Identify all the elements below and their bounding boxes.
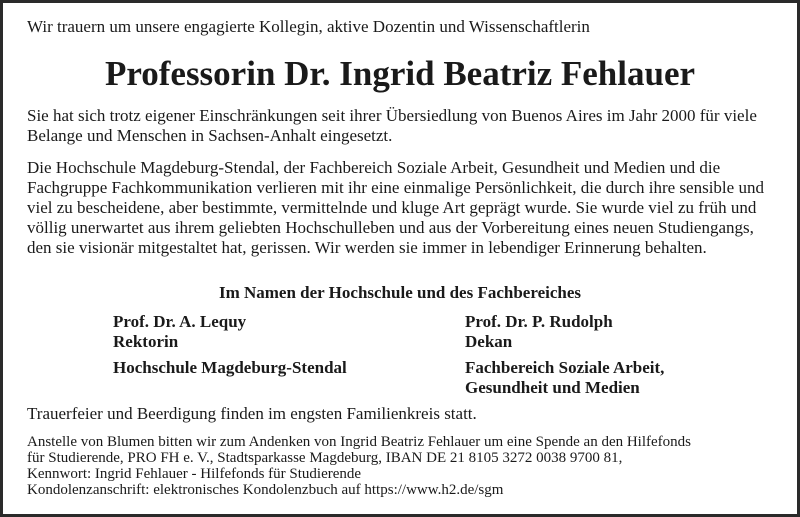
donation-line: Anstelle von Blumen bitten wir zum Andenken von Ingrid Beatriz Fehlauer um eine Spende an den Hilfefonds [27, 434, 692, 450]
funeral-info: Trauerfeier und Beerdigung finden im engsten Familienkreis statt. [27, 404, 477, 423]
donation-info [27, 434, 787, 498]
condolence-address: Kondolenzanschrift: elektronisches Kondolenzbuch auf https://www.h2.de/sgm [27, 482, 504, 498]
on-behalf-heading: Im Namen der Hochschule und des Fachbereiches [218, 283, 582, 302]
signatory-left-role: Rektorin [113, 332, 179, 351]
signatory-right-role: Dekan [465, 332, 513, 351]
signatory-right-org-line1: Fachbereich Soziale Arbeit, [465, 358, 665, 377]
signatory-right-org-line2: Gesundheit und Medien [465, 378, 640, 397]
signatory-left-name: Prof. Dr. A. Lequy [113, 312, 247, 331]
signatory-right-name: Prof. Dr. P. Rudolph [465, 312, 613, 331]
intro-text: Wir trauern um unsere engagierte Kollegin, aktive Dozentin und Wissenschaftlerin [27, 17, 590, 36]
paragraph-biography: Sie hat sich trotz eigener Einschränkungen seit ihrer Übersiedlung von Buenos Aires im Jahr 2000 für viele Belange und Menschen in Sachsen-Anhalt eingesetzt. [27, 106, 757, 145]
signatory-left-org: Hochschule Magdeburg-Stendal [113, 358, 347, 377]
paragraph-tribute: Die Hochschule Magdeburg-Stendal, der Fachbereich Soziale Arbeit, Gesundheit und Medien und die Fachgruppe Fachkommunikation verlieren mit ihr eine einmalige Persönlichkeit, die durch ihre sensible und viel zu bescheidene, aber bestimmte, vermittelnde und kluge Art geprägt wurde. Sie wurde viel zu früh und völlig unerwartet aus ihrem geliebten Hochschulleben und aus der Vorbereitung eines neuen Studiengangs, den sie visionär mitgestaltet hat, gerissen. Wir werden sie immer in lebendiger Erinnerung behalten. [27, 158, 764, 257]
donation-line: Kennwort: Ingrid Fehlauer - Hilfefonds für Studierende [27, 466, 362, 482]
donation-line: für Studierende, PRO FH e. V., Stadtsparkasse Magdeburg, IBAN DE 21 8105 3272 0038 9700 81, [27, 450, 623, 466]
deceased-name: Professorin Dr. Ingrid Beatriz Fehlauer [104, 54, 696, 93]
